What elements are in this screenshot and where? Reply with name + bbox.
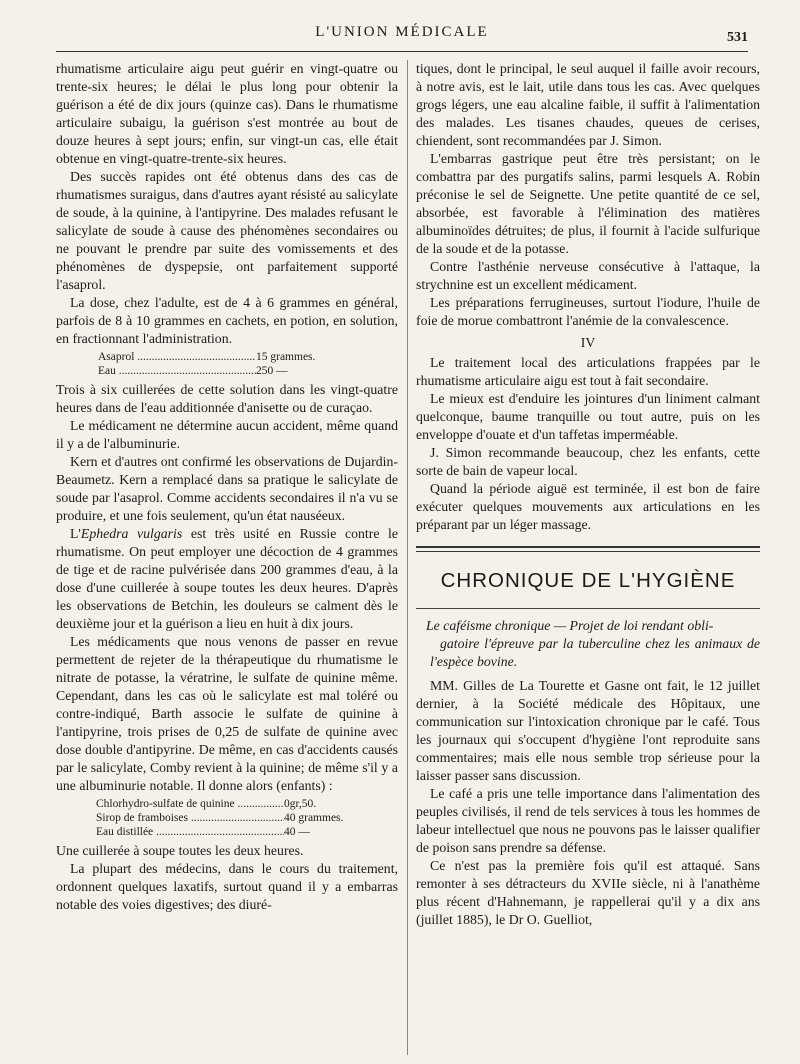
ingredient-quantity: 250 — (256, 365, 288, 377)
header-rule (56, 51, 748, 52)
paragraph: Trois à six cuillerées de cette solution dans les vingt-quatre heures dans de l'eau additionnée d'anisette ou de curaçao. (56, 382, 398, 415)
ingredient-name: Eau distillée ..... (96, 825, 284, 839)
ingredient-name: Sirop de framboises ..... (96, 811, 284, 825)
paragraph: Une cuillerée à soupe toutes les deux heures. (56, 843, 304, 858)
prescription-row (96, 797, 366, 811)
paragraph: Les médicaments que nous venons de passer en revue permettent de rejeter de la thérapeutique du rhumatisme le nitrate de potasse, la vératrine, le sulfate de quinine même. Cependant, dans les cas où le salicylate est mal toléré ou contre-indiqué, Barth associe le sulfate de quinine à l'antipyrine, trois prises de 0,25 de sulfate de quinine avec dose double d'antipyrine. De même, en cas d'accidents causés par le salicylate, Comby revient à la quinine; de même s'il y a une albuminurie notable. Il donne alors (enfants) : (56, 634, 398, 793)
section-number: IV (580, 335, 596, 350)
paragraph: Le café a pris une telle importance dans l'alimentation des peuples civilisés, il rend de tels services à tous les hommes de labeur intellectuel que nous ne pouvons pas le laisser qualifier de poison sans prendre sa défense. (416, 786, 760, 855)
text: est très usité en Russie contre le rhumatisme. On peut employer une décoction de 4 grammes de tige et de racine pulvérisée dans 200 grammes d'eau, à la dose d'une cuillerée à soupe toutes les deux heures. D'après les observations de Betchin, les douleurs se calment dès le deuxième jour et la guérison a lieu en huit à dix jours. (56, 526, 399, 631)
paragraph: J. Simon recommande beaucoup, chez les enfants, cette sorte de bain de vapeur local. (416, 445, 760, 478)
ingredient-quantity: 0gr,50. (284, 798, 317, 810)
prescription-row (96, 825, 366, 839)
ingredient-name: Eau ..... (98, 364, 256, 378)
paragraph: Quand la période aiguë est terminée, il est bon de faire exécuter quelques mouvements aux articulations en les préparant par un léger massage. (416, 481, 760, 532)
paragraph: Kern et d'autres ont confirmé les observations de Dujardin-Beaumetz. Kern a remplacé dans sa pratique le salicylate de soude par l'asaprol. Comme accidents secondaires il n'a vu se produire, et une fois seulement, qu'un état nauséeux. (56, 454, 398, 523)
ingredient-name: Asaprol ..... (98, 350, 256, 364)
left-column (56, 60, 398, 914)
section-title: CHRONIQUE DE L'HYGIÈNE (440, 569, 736, 592)
column-divider (407, 60, 408, 1055)
species-name: Ephedra vulgaris (80, 526, 183, 541)
paragraph: Contre l'asthénie nerveuse consécutive à l'attaque, la strychnine est un excellent médicament. (416, 259, 760, 292)
title-underline (416, 608, 760, 609)
summary-line: Le caféisme chronique — Projet de loi rendant obli- (426, 618, 714, 633)
text: L' (70, 526, 81, 541)
paragraph: Le traitement local des articulations frappées par le rhumatisme articulaire aigu est tout à fait secondaire. (416, 355, 760, 388)
paragraph: rhumatisme articulaire aigu peut guérir en vingt-quatre ou trente-six heures; le délai le plus long pour obtenir la guérison a été de dix jours (quinze cas). Dans le rhumatisme articulaire subaigu, la guérison s'est montrée au bout de douze heures à sept jours; enfin, sur vingt-un cas, elle était obtenue en vingt-quatre-trente-six heures. (56, 61, 398, 166)
paragraph: L'embarras gastrique peut être très persistant; on le combattra par des purgatifs salins, parmi lesquels A. Robin préconise le sel de Seignette. Une petite quantité de ce sel, absorbée, est favorable à l'élimination des matières albuminoïdes détruites; de plus, il fournit à l'acide sulfurique de la soude et de la potasse. (416, 151, 760, 256)
page-header (56, 24, 748, 46)
prescription-row (98, 364, 348, 378)
paragraph: La dose, chez l'adulte, est de 4 à 6 grammes en général, parfois de 8 à 10 grammes en cachets, en potion, en solution, en fractionnant l'administration. (56, 295, 398, 346)
prescription-asaprol (98, 350, 348, 378)
prescription-row (98, 350, 348, 364)
article-summary (416, 617, 760, 671)
paragraph: Ce n'est pas la première fois qu'il est attaqué. Sans remonter à ses détracteurs du XVIIe siècle, ni à l'anathème plus récent d'Hahnemann, je rappellerai qu'il y a dix ans (juillet 1885), le Dr O. Guelliot, (416, 858, 760, 927)
right-column (416, 60, 760, 929)
paragraph: Les préparations ferrugineuses, surtout l'iodure, l'huile de foie de morue combattront l'anémie de la convalescence. (416, 295, 760, 328)
paragraph: Le mieux est d'enduire les jointures d'un liniment calmant quelconque, baume tranquille ou tout autre, puis on les enveloppe d'ouate et d'un taffetas imperméable. (416, 391, 760, 442)
prescription-row (96, 811, 366, 825)
ingredient-quantity: 40 — (284, 826, 310, 838)
paragraph: Des succès rapides ont été obtenus dans des cas de rhumatismes suraigus, dans d'autres ayant résisté au salicylate de soude, à la quinine, à l'antipyrine. Des malades refusant le salicylate de soude à cause des phénomènes secondaires ou ne pouvant le prendre par suite des vomissements et des phénomènes de dyspepsie, ont parfaitement supporté l'asaprol. (56, 169, 398, 292)
paragraph: MM. Gilles de La Tourette et Gasne ont fait, le 12 juillet dernier, à la Société médicale des Hôpitaux, une communication sur l'intoxication chronique par le café. Tous les journaux qui s'occupent d'hygiène l'ont reproduite sans commentaires; mais elle nous semble trop sérieuse pour la laisser passer sans discussion. (416, 678, 760, 783)
ingredient-name: Chlorhydro-sulfate de quinine ..... (96, 797, 284, 811)
page-number: 531 (727, 30, 748, 45)
paragraph: tiques, dont le principal, le seul auquel il faille avoir recours, à notre avis, est le lait, utile dans tous les cas. Avec quelques grogs légers, une eau alcaline faible, il suffit à l'alimentation des malades. Les tisanes chaudes, queues de cerises, chiendent, sont recommandées par J. Simon. (416, 61, 760, 148)
paragraph: Le médicament ne détermine aucun accident, même quand il y a de l'albuminurie. (56, 418, 398, 451)
ingredient-quantity: 40 grammes. (284, 812, 344, 824)
paragraph (56, 525, 398, 633)
ingredient-quantity: 15 grammes. (256, 351, 316, 363)
paragraph: La plupart des médecins, dans le cours du traitement, ordonnent quelques laxatifs, surtout quand il y a embarras notable des voies digestives; des diuré- (56, 861, 398, 912)
prescription-quinine (96, 797, 366, 839)
summary-line: gatoire l'épreuve par la tuberculine chez les animaux de l'espèce bovine. (430, 636, 760, 669)
journal-title: L'UNION MÉDICALE (315, 24, 489, 40)
section-rule (416, 546, 760, 552)
